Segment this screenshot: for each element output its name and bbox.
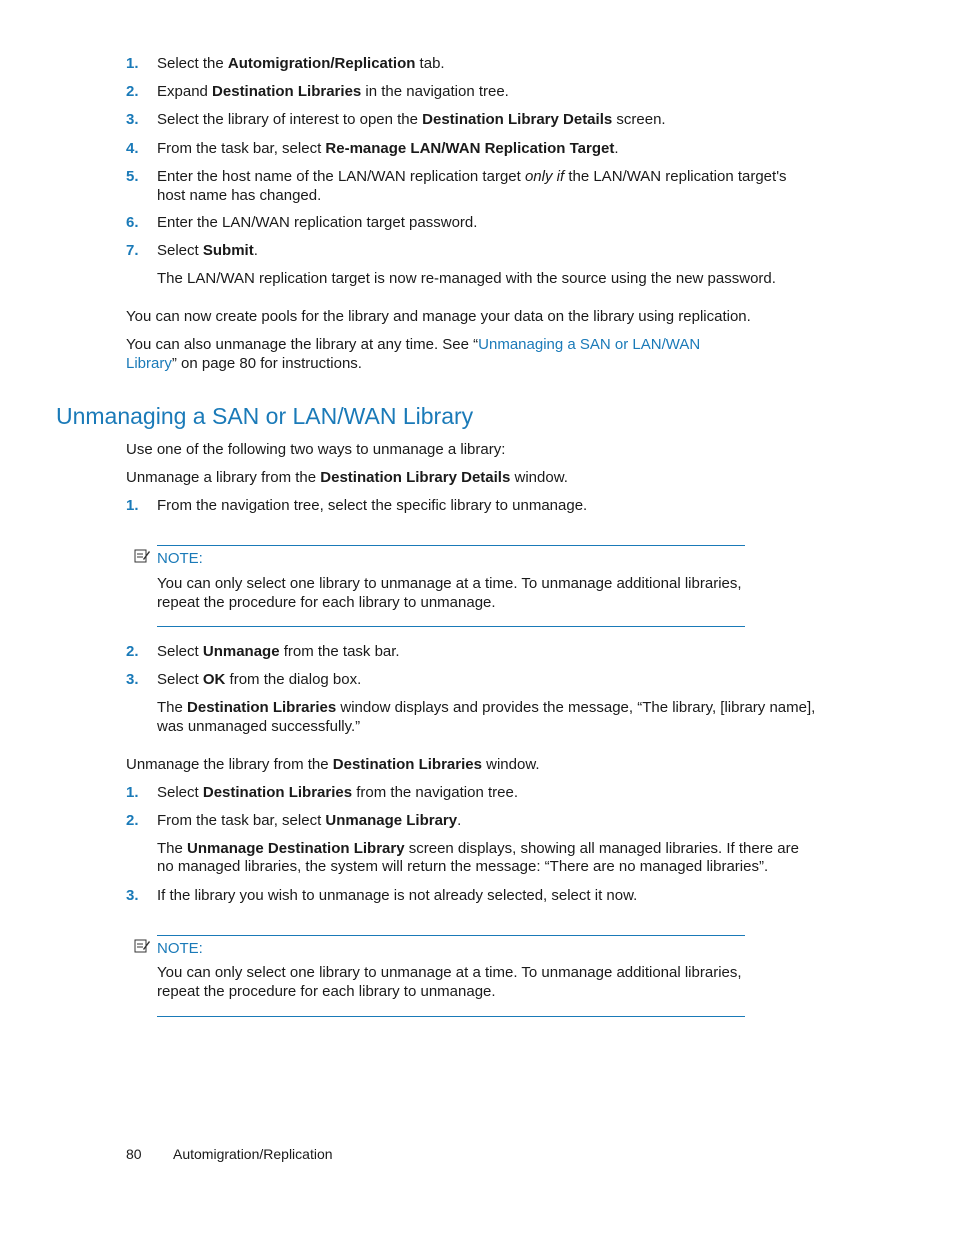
step-number: 4. — [126, 140, 139, 157]
note-bottom-rule — [157, 626, 745, 627]
note-text: repeat the procedure for each library to unmanage. — [157, 983, 496, 1000]
paragraph: Use one of the following two ways to unmanage a library: — [126, 441, 506, 458]
note-top-rule — [157, 935, 745, 936]
step-number: 3. — [126, 671, 139, 688]
step-number: 5. — [126, 168, 139, 185]
step-text: Select Unmanage from the task bar. — [157, 643, 400, 660]
note-label: NOTE: — [157, 940, 203, 957]
section-heading: Unmanaging a SAN or LAN/WAN Library — [56, 403, 474, 429]
step-text: Enter the LAN/WAN replication target password. — [157, 214, 478, 231]
note-label: NOTE: — [157, 550, 203, 567]
step-number: 3. — [126, 111, 139, 128]
footer-section-title: Automigration/Replication — [173, 1146, 333, 1162]
step-text: Select OK from the dialog box. — [157, 671, 362, 688]
step-result: The LAN/WAN replication target is now re-managed with the source using the new password. — [157, 270, 776, 287]
step-number: 7. — [126, 242, 139, 259]
note-bottom-rule — [157, 1016, 745, 1017]
step-text: From the navigation tree, select the specific library to unmanage. — [157, 497, 588, 514]
note-text: repeat the procedure for each library to unmanage. — [157, 594, 496, 611]
step-result: was unmanaged successfully.” — [157, 718, 361, 735]
paragraph: Unmanage a library from the Destination Library Details window. — [126, 469, 568, 486]
step-result: no managed libraries, the system will return the message: “There are no managed libraries”. — [157, 858, 769, 875]
step-text: From the task bar, select Re-manage LAN/WAN Replication Target. — [157, 140, 619, 157]
step-number: 6. — [126, 214, 139, 231]
cross-reference-link[interactable]: Unmanaging a SAN or LAN/WAN — [478, 336, 701, 353]
step-text: If the library you wish to unmanage is not already selected, select it now. — [157, 887, 638, 904]
paragraph: Unmanage the library from the Destination Libraries window. — [126, 756, 540, 773]
step-text: Select the library of interest to open the Destination Library Details screen. — [157, 111, 666, 128]
note-pencil-icon — [134, 548, 150, 564]
step-number: 1. — [126, 497, 139, 514]
step-number: 1. — [126, 55, 139, 72]
step-result: The Unmanage Destination Library screen displays, showing all managed libraries. If there are — [157, 840, 799, 857]
note-text: You can only select one library to unmanage at a time. To unmanage additional libraries, — [157, 575, 742, 592]
note-top-rule — [157, 545, 745, 546]
cross-reference-link[interactable]: Library — [126, 355, 172, 372]
paragraph: You can now create pools for the library and manage your data on the library using replication. — [126, 308, 751, 325]
step-text: From the task bar, select Unmanage Library. — [157, 812, 462, 829]
paragraph: You can also unmanage the library at any time. See “Unmanaging a SAN or LAN/WAN — [126, 336, 701, 353]
note-text: You can only select one library to unmanage at a time. To unmanage additional libraries, — [157, 964, 742, 981]
step-result: The Destination Libraries window displays and provides the message, “The library, [library name], — [157, 699, 816, 716]
step-number: 2. — [126, 643, 139, 660]
paragraph: Library” on page 80 for instructions. — [126, 355, 362, 372]
step-text: Enter the host name of the LAN/WAN replication target only if the LAN/WAN replication target's host name has changed. — [157, 168, 787, 204]
page-number: 80 — [126, 1146, 142, 1162]
note-pencil-icon — [134, 938, 150, 954]
step-number: 3. — [126, 887, 139, 904]
step-number: 1. — [126, 784, 139, 801]
step-text: Select the Automigration/Replication tab. — [157, 55, 445, 72]
step-number: 2. — [126, 812, 139, 829]
step-text: Select Destination Libraries from the navigation tree. — [157, 784, 518, 801]
step-text: Select Submit. — [157, 242, 258, 259]
step-text: Expand Destination Libraries in the navigation tree. — [157, 83, 509, 100]
step-number: 2. — [126, 83, 139, 100]
